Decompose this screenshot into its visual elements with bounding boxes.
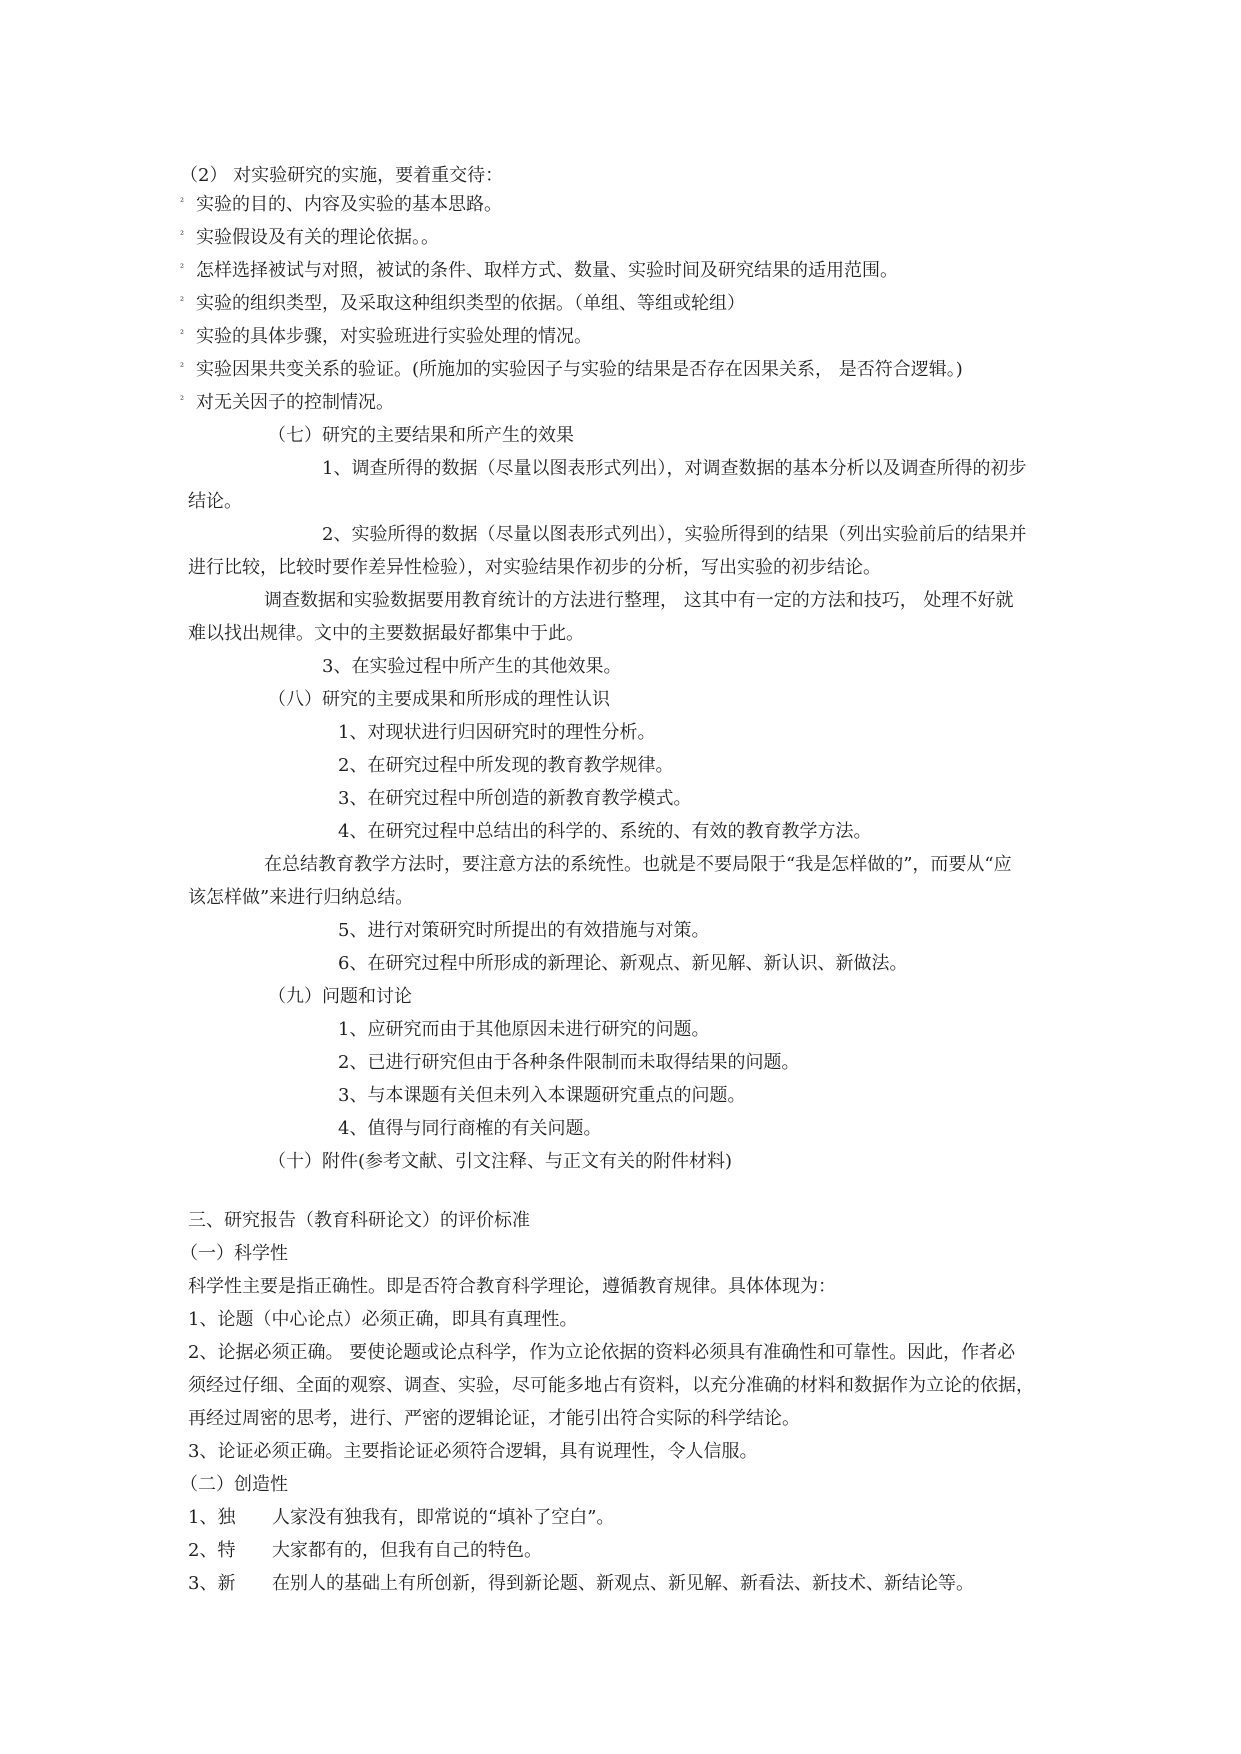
list-item: 3、在研究过程中所创造的新教育教学模式。 <box>338 788 692 809</box>
bullet-text: 怎样选择被试与对照，被试的条件、取样方式、数量、实验时间及研究结果的适用范围。 <box>196 260 899 281</box>
bullet-text: 实验的具体步骤，对实验班进行实验处理的情况。 <box>196 326 593 347</box>
creative-term: 3、新 <box>188 1573 236 1594</box>
section-10-heading: （十）附件(参考文献、引文注释、与正文有关的附件材料) <box>268 1151 733 1172</box>
paragraph: 3、论证必须正确。主要指论证必须符合逻辑，具有说理性，令人信服。 <box>188 1441 758 1462</box>
bullet-icon: ² <box>180 197 185 208</box>
list-item: 4、值得与同行商榷的有关问题。 <box>338 1118 602 1139</box>
bullet-icon: ² <box>180 362 185 373</box>
section-7-paragraph: 难以找出规律。文中的主要数据最好都集中于此。 <box>188 623 584 644</box>
bullet-icon: ² <box>180 329 185 340</box>
list-item: 3、与本课题有关但未列入本课题研究重点的问题。 <box>338 1085 746 1106</box>
bullet-item <box>180 226 439 250</box>
list-item: 1、对现状进行归因研究时的理性分析。 <box>338 722 656 743</box>
creative-term: 2、特 <box>188 1540 236 1561</box>
section-7-paragraph: 2、实验所得的数据（尽量以图表形式列出），实验所得到的结果（列出实验前后的结果并 <box>322 524 1027 545</box>
section-9-heading: （九）问题和讨论 <box>268 986 412 1007</box>
section-7-heading: （七）研究的主要结果和所产生的效果 <box>268 425 574 446</box>
creative-desc: 人家没有独我有，即常说的“填补了空白”。 <box>272 1507 615 1528</box>
section-8-heading: （八）研究的主要成果和所形成的理性认识 <box>268 689 610 710</box>
bullet-item <box>180 292 745 316</box>
list-item: 5、进行对策研究时所提出的有效措施与对策。 <box>338 920 710 941</box>
bullet-icon: ² <box>180 395 185 406</box>
creative-item <box>188 1506 614 1530</box>
section-2-heading: （2） 对实验研究的实施，要着重交待： <box>180 165 504 186</box>
bullet-item <box>180 358 963 382</box>
creative-term: 1、独 <box>188 1507 236 1528</box>
bullet-text: 对无关因子的控制情况。 <box>196 392 395 413</box>
list-item: 4、在研究过程中总结出的科学的、系统的、有效的教育教学方法。 <box>338 821 872 842</box>
bullet-text: 实验假设及有关的理论依据。。 <box>196 227 440 248</box>
list-item: 2、已进行研究但由于各种条件限制而未取得结果的问题。 <box>338 1052 800 1073</box>
section-7-paragraph: 调查数据和实验数据要用教育统计的方法进行整理， 这其中有一定的方法和技巧， 处理不好就 <box>264 590 1014 611</box>
part-3-heading: 三、研究报告（教育科研论文）的评价标准 <box>188 1210 530 1231</box>
bullet-icon: ² <box>180 296 185 307</box>
bullet-item <box>180 325 592 349</box>
creative-item <box>188 1572 974 1596</box>
bullet-item <box>180 391 394 415</box>
creative-desc: 大家都有的，但我有自己的特色。 <box>272 1540 542 1561</box>
creative-item <box>188 1539 542 1563</box>
section-8-note: 在总结教育教学方法时，要注意方法的系统性。也就是不要局限于“我是怎样做的”，而要从“应 <box>264 854 1012 875</box>
list-item: 1、应研究而由于其他原因未进行研究的问题。 <box>338 1019 710 1040</box>
section-7-paragraph: 3、在实验过程中所产生的其他效果。 <box>322 656 622 677</box>
list-item: 6、在研究过程中所形成的新理论、新观点、新见解、新认识、新做法。 <box>338 953 908 974</box>
bullet-icon: ² <box>180 263 185 274</box>
paragraph: 再经过周密的思考，进行、严密的逻辑论证，才能引出符合实际的科学结论。 <box>188 1408 800 1429</box>
paragraph: 须经过仔细、全面的观察、调查、实验，尽可能多地占有资料，以充分准确的材料和数据作为立论的依据， <box>188 1375 1034 1396</box>
bullet-item <box>180 259 898 283</box>
bullet-text: 实验因果共变关系的验证。(所施加的实验因子与实验的结果是否存在因果关系， 是否符合逻辑。) <box>196 359 963 380</box>
bullet-text: 实验的组织类型，及采取这种组织类型的依据。（单组、等组或轮组） <box>196 293 746 314</box>
bullet-item <box>180 193 502 217</box>
section-7-paragraph: 1、调查所得的数据（尽量以图表形式列出），对调查数据的基本分析以及调查所得的初步 <box>322 458 1027 479</box>
paragraph: 1、论题（中心论点）必须正确，即具有真理性。 <box>188 1309 578 1330</box>
paragraph: 2、论据必须正确。 要使论题或论点科学，作为立论依据的资料必须具有准确性和可靠性。因此，作者必 <box>188 1342 1016 1363</box>
subsection-heading: （一）科学性 <box>180 1243 288 1264</box>
bullet-icon: ² <box>180 230 185 241</box>
bullet-text: 实验的目的、内容及实验的基本思路。 <box>196 194 503 215</box>
section-7-paragraph: 进行比较，比较时要作差异性检验），对实验结果作初步的分析，写出实验的初步结论。 <box>188 557 881 578</box>
section-8-note: 该怎样做”来进行归纳总结。 <box>188 887 414 908</box>
creative-desc: 在别人的基础上有所创新，得到新论题、新观点、新见解、新看法、新技术、新结论等。 <box>272 1573 974 1594</box>
section-7-paragraph: 结论。 <box>188 491 242 512</box>
subsection-heading: （二）创造性 <box>180 1474 288 1495</box>
paragraph: 科学性主要是指正确性。即是否符合教育科学理论，遵循教育规律。具体体现为： <box>188 1276 836 1297</box>
list-item: 2、在研究过程中所发现的教育教学规律。 <box>338 755 674 776</box>
